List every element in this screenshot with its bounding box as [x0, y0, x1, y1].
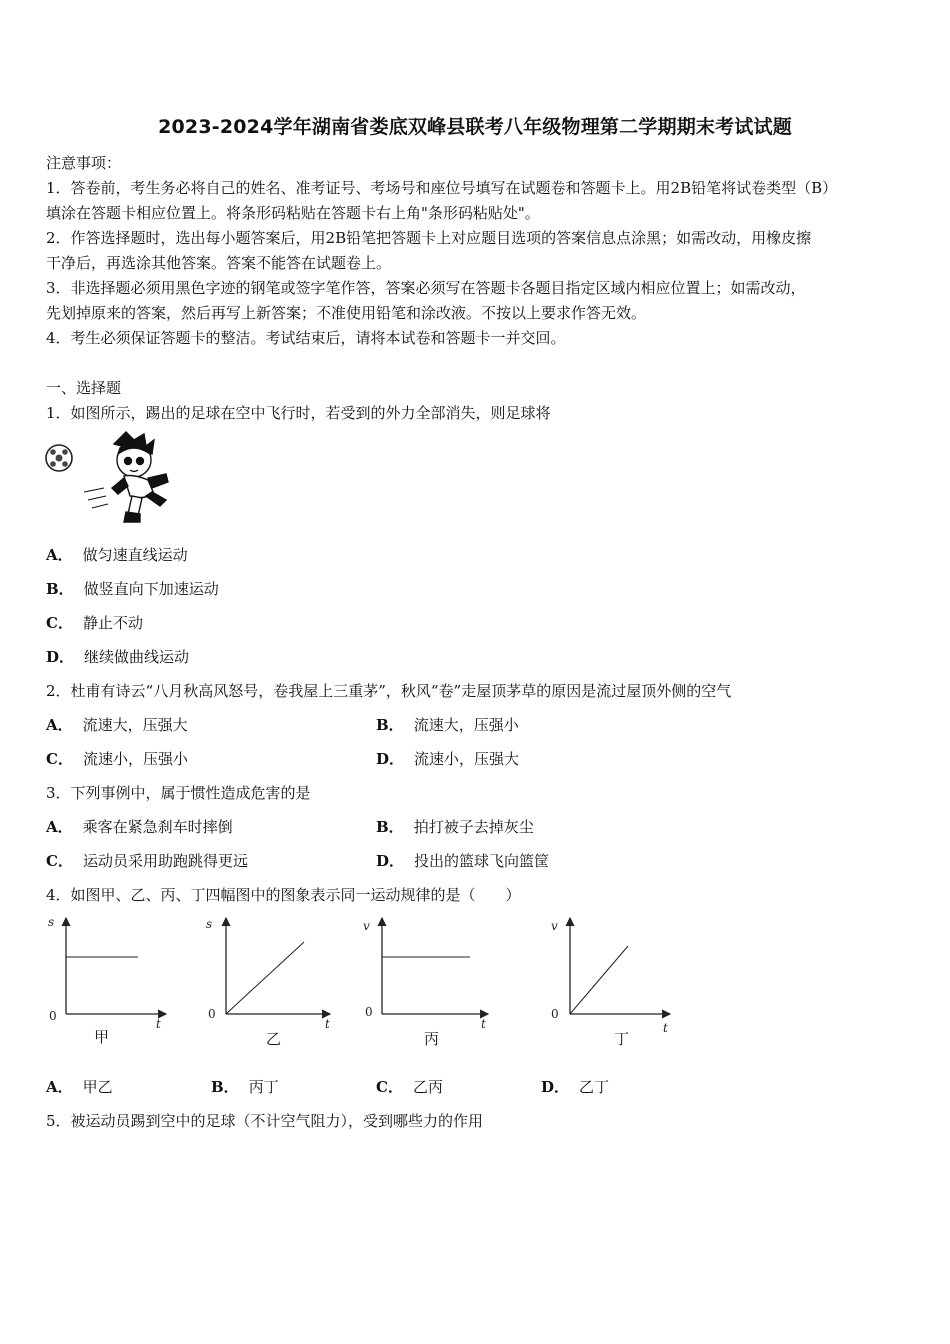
notice-line: 干净后，再选涂其他答案。答案不能答在试题卷上。 [46, 254, 392, 272]
option-2d: D． 流速小，压强大 [376, 750, 520, 768]
graph-name-yi: 乙 [266, 1030, 282, 1048]
graph-line [226, 942, 304, 1014]
y-axis-label: v [551, 919, 558, 933]
graph-jia [44, 914, 174, 1036]
notice-line: 4．考生必须保证答题卡的整洁。考试结束后，请将本试卷和答题卡一并交回。 [46, 329, 566, 347]
notice-line: 1．答卷前，考生务必将自己的姓名、准考证号、考场号和座位号填写在试题卷和答题卡上。用2B铅笔将试卷类型（B） [46, 179, 838, 197]
option-3c: C． 运动员采用助跑跳得更远 [46, 852, 248, 870]
section-heading: 一、选择题 [46, 379, 122, 397]
option-3b: B． 拍打被子去掉灰尘 [376, 818, 534, 836]
notice-line: 2．作答选择题时，选出每小题答案后，用2B铅笔把答题卡上对应题目选项的答案信息点涂黑；如需改动，用橡皮擦 [46, 229, 812, 247]
question-3-stem: 3．下列事例中，属于惯性造成危害的是 [46, 784, 311, 802]
x-axis-label: t [156, 1017, 161, 1031]
option-3d: D． 投出的篮球飞向篮筐 [376, 852, 550, 870]
graph-name-bing: 丙 [424, 1030, 440, 1048]
x-axis-label: t [663, 1021, 668, 1035]
x-axis-label: t [481, 1017, 486, 1031]
origin-label: 0 [365, 1005, 373, 1019]
page-title: 2023-2024学年湖南省娄底双峰县联考八年级物理第二学期期末考试试题 [158, 116, 792, 138]
option-4b: B． 丙丁 [211, 1078, 279, 1096]
option-4a: A． 甲乙 [46, 1078, 113, 1096]
option-1b: B． 做竖直向下加速运动 [46, 580, 219, 598]
option-4d: D． 乙丁 [541, 1078, 610, 1096]
option-3a: A． 乘客在紧急刹车时摔倒 [46, 818, 233, 836]
question-5-stem: 5．被运动员踢到空中的足球（不计空气阻力），受到哪些力的作用 [46, 1112, 484, 1130]
question-2-stem: 2．杜甫有诗云“八月秋高风怒号，卷我屋上三重茅”，秋风“卷”走屋顶茅草的原因是流过屋顶外侧的空气 [46, 682, 732, 700]
notice-line: 先划掉原来的答案，然后再写上新答案；不准使用铅笔和涂改液。不按以上要求作答无效。 [46, 304, 647, 322]
option-1a: A． 做匀速直线运动 [46, 546, 188, 564]
graph-name-ding: 丁 [614, 1030, 630, 1048]
origin-label: 0 [208, 1007, 216, 1021]
option-2b: B． 流速大，压强小 [376, 716, 519, 734]
notice-line: 填涂在答题卡相应位置上。将条形码粘贴在答题卡右上角"条形码粘贴处"。 [46, 204, 540, 222]
origin-label: 0 [49, 1009, 57, 1023]
option-2a: A． 流速大，压强大 [46, 716, 188, 734]
option-1d: D． 继续做曲线运动 [46, 648, 190, 666]
graph-bing [360, 914, 494, 1036]
option-4c: C． 乙丙 [376, 1078, 443, 1096]
soccer-ball-icon [46, 445, 72, 471]
kicking-soccer-figure [44, 430, 176, 526]
y-axis-label: s [48, 915, 55, 929]
graph-line [570, 946, 628, 1014]
x-axis-label: t [325, 1017, 330, 1031]
graph-ding [548, 914, 678, 1036]
option-2c: C． 流速小，压强小 [46, 750, 188, 768]
y-axis-label: s [206, 917, 213, 931]
notice-line: 3．非选择题必须用黑色字迹的钢笔或签字笔作答，答案必须写在答题卡各题目指定区域内相应位置上；如需改动， [46, 279, 806, 297]
graph-yi [204, 914, 338, 1036]
y-axis-label: v [363, 919, 370, 933]
graph-name-jia: 甲 [94, 1028, 110, 1046]
question-1-stem: 1．如图所示，踢出的足球在空中飞行时，若受到的外力全部消失，则足球将 [46, 404, 551, 422]
question-4-stem: 4．如图甲、乙、丙、丁四幅图中的图象表示同一运动规律的是（ ） [46, 886, 521, 904]
option-1c: C． 静止不动 [46, 614, 143, 632]
mascot-kicker-icon [84, 432, 168, 522]
origin-label: 0 [551, 1007, 559, 1021]
notice-heading: 注意事项： [46, 154, 122, 172]
